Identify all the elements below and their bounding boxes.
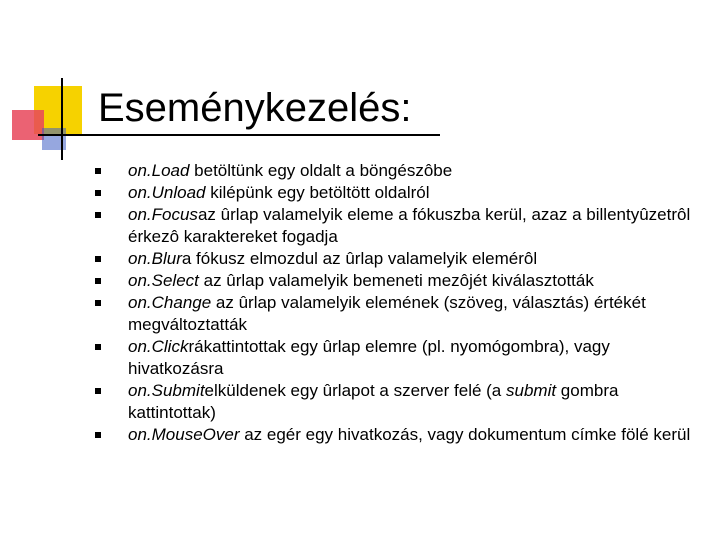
event-name: on.Click: [128, 337, 189, 356]
event-name: on.Select: [128, 271, 199, 290]
square-bullet-icon: [95, 344, 101, 350]
event-description: elküldenek egy ûrlapot a szerver felé (a: [204, 381, 506, 400]
title-divider: [38, 134, 440, 136]
list-item: [0, 424, 720, 446]
event-name: on.Focus: [128, 205, 198, 224]
event-description: az ûrlap valamelyik elemének (szöveg, választás) értékét megváltoztatták: [128, 293, 646, 334]
page-title: Eseménykezelés:: [98, 86, 412, 130]
event-name: on.Unload: [128, 183, 206, 202]
list-item: [0, 270, 720, 292]
event-description: betöltünk egy oldalt a böngészôbe: [189, 161, 453, 180]
event-description: kilépünk egy betöltött oldalról: [205, 183, 430, 202]
event-name: on.Submit: [128, 381, 205, 400]
square-bullet-icon: [95, 190, 101, 196]
list-item: [0, 204, 720, 248]
list-item: [0, 160, 720, 182]
event-description-continued: gombra kattintottak): [128, 381, 619, 422]
event-name: on.Change: [128, 293, 212, 312]
square-bullet-icon: [95, 256, 101, 262]
list-item: [0, 336, 720, 380]
list-item: [0, 380, 720, 424]
event-list: [0, 160, 720, 446]
event-description: az ûrlap valamelyik bemeneti mezôjét kiválasztották: [198, 271, 594, 290]
list-item: [0, 182, 720, 204]
square-bullet-icon: [95, 168, 101, 174]
square-bullet-icon: [95, 300, 101, 306]
list-item: [0, 248, 720, 270]
square-bullet-icon: [95, 388, 101, 394]
decorative-logo: [0, 0, 110, 170]
event-description: a fókusz elmozdul az ûrlap valamelyik elemérôl: [181, 249, 538, 268]
submit-emphasis: submit: [506, 381, 557, 400]
list-item: [0, 292, 720, 336]
event-description: az egér egy hivatkozás, vagy dokumentum címke fölé kerül: [239, 425, 691, 444]
square-bullet-icon: [95, 432, 101, 438]
square-bullet-icon: [95, 278, 101, 284]
event-description: az ûrlap valamelyik eleme a fókuszba kerül, azaz a billentyûzetrôl érkezô karaktereket fogadja: [128, 205, 691, 246]
event-description: rákattintottak egy ûrlap elemre (pl. nyomógombra), vagy hivatkozásra: [128, 337, 610, 378]
event-name: on.Blur: [128, 249, 182, 268]
square-bullet-icon: [95, 212, 101, 218]
event-name: on.MouseOver: [128, 425, 240, 444]
event-name: on.Load: [128, 161, 190, 180]
